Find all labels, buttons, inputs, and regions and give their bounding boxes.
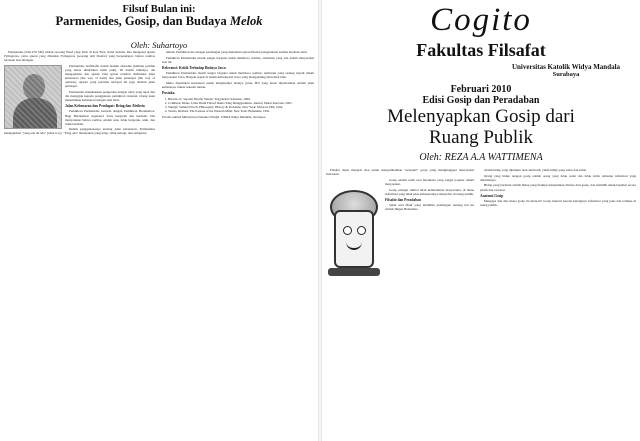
section-subtitle: Relevansi: Kritik Terhadap Budaya Jawa: [162, 65, 226, 70]
paragraph: Dalam penggunaannya tentang jalan kebenaran, Parmenides mengajarkan "yang ada itu ada" (what is is). "Yang ada" merupakan yang tetap, tidak terbagi, dan sempurna.: [4, 127, 155, 136]
left-page: [0, 0, 318, 441]
paragraph: Pemikiran Parmenides masih sangat berguna untuk membaca realitas, termasuk yang sedang terjadi dalam masyarakat Jawa. Banyak aspek di dalam kebudayaan Jawa yang mengandung nilai-nilai baik.: [162, 70, 314, 80]
author-footnote: Penulis adalah Mahasiswa Fakultas Filsafat, UNIKA Widya Mandala, Surabaya.: [162, 115, 266, 120]
paragraph: Orang yang hidup dengan gosip adalah orang yang tidak sadar dan tidak kritis terhadap informasi yang diterimanya.: [480, 173, 636, 182]
faculty-name: Fakultas Filsafat: [416, 40, 546, 60]
paragraph: Salah satu filsuf yang memiliki pandangan tentang hal ini adalah Jürgen Habermas.: [385, 202, 474, 211]
article-title-main: Parmenides, Gosip, dan Budaya: [55, 14, 230, 28]
feature-title: [322, 106, 640, 148]
feature-title-line: Melenyapkan Gosip dari: [387, 106, 575, 127]
bibliography-item: 1. Bertens, K. Sejarah Filsafat Yunani. Yogyakarta: Kanisius, 1999.: [168, 97, 314, 101]
paragraph: Filsafat dapat menjadi obat untuk menyembuhkan "penyakit" gosip yang menghinggapi masyarakat Indonesia.: [326, 168, 474, 177]
bibliography-item: 3. Stumpf, Samuel Enoch. Philosophy: History & Problems. New York: McGraw-Hill, 1994.: [168, 105, 314, 109]
section-subtitle: Jalan Kebenaran dan Pendapat: Being dan Aletheia: [65, 104, 145, 109]
article-author: Oleh: Suhartoyo: [130, 40, 188, 50]
city-name: Surabaya: [552, 71, 580, 78]
feature-title-line: Ruang Publik: [429, 127, 533, 148]
paragraph: Parmenides berfilsafat dalam bentuk aforisme (kalimat pendek yang harus dihafalkan lebih jauh). Di dalam bukunya, dia mengajarkan dua ajaran. Dua ajaran tersebut diafirmasi jalan kebenaran (the way of truth) dan jalan pendapat (the way of opinion). Ajaran yang pertama terdapat ini juga disebut jalan pendapat.: [65, 63, 155, 89]
university-name: Universitas Katolik Widya Mandala: [511, 63, 621, 71]
paragraph: Parmenides (540-470 SM) adalah seorang filsuf yang lahir di kota Elea, Italia Selatan. Dia mengenal ajaran Pythagoras, yaitu ajaran yang dibentuk Pythagoras (seorang ahli filsafat) yang berpendapat, bahwa realitas tersusun atas bilangan.: [4, 50, 155, 63]
paragraph: Gosip sebagai simbol telah kemunduran masyarakat, di mana informasi yang tidak jelas kebenarannya menyebar di ruang publik.: [385, 187, 474, 196]
right-page: [322, 0, 640, 441]
masthead-logo: Cogito: [430, 2, 532, 38]
paragraph: Maka diperlukan kesadaran untuk menghadapi budaya gosip. Hal yang harus diperhatikan adalah jalan kebenaran, bukan sekadar melok.: [162, 80, 314, 89]
paragraph: Hidup yang bermutu adalah hidup yang mampu menjauhkan dirinya dari gosip, dan memilih untuk berpikir secara jernih dan rasional.: [480, 183, 636, 192]
paragraph: adalah hidup yang dipimpin oleh akal budi, yakni hidup yang sadar dan kritis.: [484, 168, 587, 172]
masthead: [322, 0, 640, 170]
article-kicker: Filsuf Bulan ini:: [122, 4, 196, 15]
section-subtitle: Filsafat dan Peradaban: [385, 197, 421, 202]
paragraph: Pemikiran Parmenides berbeda dengan Pemikiran Herakleitos. Bagi Herakleitos segalanya terus bergerak dan berubah. Dia menyatakan bahwa realitas adalah satu, tidak bergerak, utuh, dan tidak berubah.: [65, 109, 155, 126]
feature-author: Oleh: REZA A.A WATTIMENA: [419, 152, 543, 163]
bibliography-item: 2. Collinson, Diane. Lima Puluh Filosof Dunia Yang Menggerakkan. Jakarta: Murai Kencana, 2001.: [168, 101, 314, 105]
parmenides-portrait: [4, 65, 62, 129]
left-column-2: [162, 50, 314, 438]
right-column-1: [326, 168, 474, 438]
article-title: [0, 14, 318, 29]
paragraph: Pemikiran Parmenides masih sangat berguna untuk membaca realitas, termasuk yang ada dalam masyarakat saat ini.: [162, 55, 314, 64]
bibliography-item: 4. Tarnas, Richard. The Passion of the Western Mind. New York: Ballantine, 1991.: [168, 109, 314, 113]
paragraph: Mengapa dan dari mana gosip itu muncul? Gosip muncul karena kurangnya informasi yang jelas dan terbuka di ruang publik.: [480, 198, 636, 207]
paragraph: Parmenides menekankan pengertian dengan nalar yang tepat dan dia mengajak kepada penggunaan pemikiran rasional. Orang akan menemukan kebenaran dengan akal budi.: [65, 90, 155, 103]
right-column-2: [480, 168, 636, 438]
bibliography-title: Pustaka: [162, 90, 175, 95]
article-title-emph: Melok: [229, 14, 263, 28]
bibliography-list: [162, 97, 314, 113]
gossip-cartoon-illustration: [326, 180, 382, 280]
issue-date: Februari 2010: [450, 84, 512, 95]
issue-edition: Edisi Gosip dan Peradaban: [422, 95, 540, 106]
section-subtitle: Anatomi Gosip: [480, 193, 504, 198]
left-column-1: [4, 50, 155, 438]
paragraph: Gosip adalah salah satu fenomena yang sangat populer dalam masyarakat.: [385, 177, 474, 186]
paragraph: umum. Pemikiran dia sebagai pandangan yang melandasi ajaran filsafat pengetahuan selama berabad-abad.: [166, 50, 308, 54]
